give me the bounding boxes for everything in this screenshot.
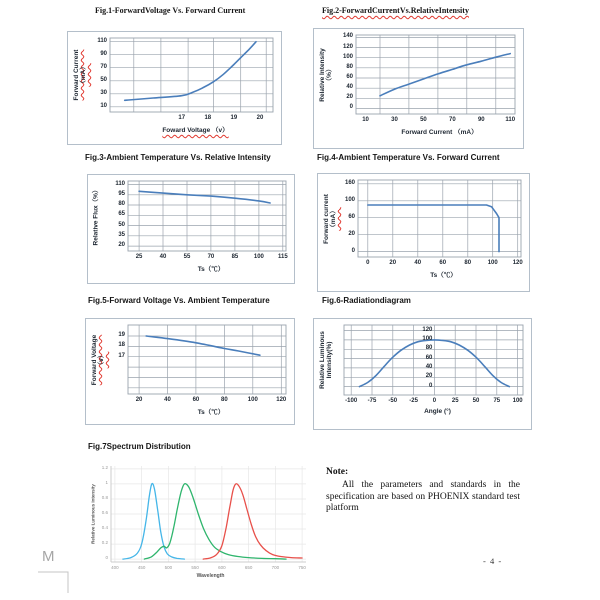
fig5-chart <box>85 318 295 425</box>
fig6-x-tick-25: 25 <box>451 398 459 404</box>
fig6-x-tick--75: -75 <box>367 398 377 404</box>
fig3-y-tick-95: 95 <box>118 190 125 197</box>
fig1-y-tick-30: 30 <box>100 89 107 96</box>
watermark-letter: M <box>42 548 55 565</box>
fig4-y-axis-title-line2: （mA） <box>330 206 337 231</box>
fig5-title: Fig.5-Forward Voltage Vs. Ambient Temperature <box>88 296 270 305</box>
fig5-x-tick-100: 100 <box>247 397 258 403</box>
green-spectrum-curve <box>144 484 286 559</box>
fig6-y-tick-20: 20 <box>425 373 433 380</box>
fig2-y-tick-140: 140 <box>342 33 353 40</box>
fig3-y-tick-50: 50 <box>118 221 125 228</box>
fig5-y-axis-title <box>91 334 105 384</box>
fig7-title: Fig.7Spectrum Distribution <box>88 442 191 451</box>
fig1-title: Fig.1-ForwardVoltage Vs. Forward Current <box>95 6 246 15</box>
fig7-y-tick-0_2: 0.2 <box>101 540 108 546</box>
fig3-x-tick-100: 100 <box>253 254 264 260</box>
fig6-x-tick-0: 0 <box>432 398 437 404</box>
relative-intensity-vs-current-curve <box>380 54 510 96</box>
fig2-y-tick-20: 20 <box>346 94 353 101</box>
fig4-y-tick-100: 100 <box>344 196 355 203</box>
fig7-y-tick-0_4: 0.4 <box>101 525 108 531</box>
fig5-plot-border <box>128 325 286 394</box>
note-label: Note: <box>326 467 349 477</box>
fig6-y-tick-100: 100 <box>422 335 433 342</box>
fig6-chart <box>313 318 532 430</box>
fig7-x-tick-700: 700 <box>271 565 280 570</box>
fig3-chart <box>87 174 295 284</box>
fig1-y-tick-110: 110 <box>97 37 107 44</box>
fig1-y-tick-70: 70 <box>100 63 107 70</box>
fig2-y-tick-60: 60 <box>346 73 353 80</box>
fig6-x-tick-100: 100 <box>512 398 523 404</box>
fig3-x-tick-70: 70 <box>207 254 215 260</box>
fig7-y-tick-1_2: 1.2 <box>101 464 108 470</box>
fig2-y-axis-title-line2: （%） <box>326 65 333 84</box>
fig4-y-tick-60: 60 <box>348 213 355 220</box>
fig6-x-tick--100: -100 <box>345 398 358 404</box>
fig2-x-tick-50: 50 <box>420 117 427 123</box>
fig4-x-tick-40: 40 <box>414 260 422 266</box>
fig6-plot-border <box>344 325 523 395</box>
fig5-x-tick-120: 120 <box>276 397 287 403</box>
fig4-y-axis-title <box>323 194 337 244</box>
fig6-x-tick--50: -50 <box>388 398 398 404</box>
fig1-x-tick-18: 18 <box>204 115 212 121</box>
fig3-y-tick-80: 80 <box>118 201 125 208</box>
fig1-y-axis-title-line1: Forward Current <box>73 49 80 101</box>
fig7-x-tick-450: 450 <box>137 565 146 570</box>
fig1-x-tick-17: 17 <box>178 115 186 121</box>
fig6-y-tick-0: 0 <box>429 382 433 389</box>
fig2-y-tick-80: 80 <box>346 63 353 70</box>
fig1-y-tick-10: 10 <box>100 102 107 109</box>
fig1-x-tick-19: 19 <box>230 115 238 121</box>
page-number: - 4 - <box>483 556 503 566</box>
fig4-x-tick-60: 60 <box>439 260 447 266</box>
fig4-x-tick-0: 0 <box>366 260 370 266</box>
fig2-y-tick-40: 40 <box>346 84 353 91</box>
fig5-x-axis-title: Ts（℃） <box>197 409 225 416</box>
fig4-y-axis-title-line1: Forward current <box>323 193 330 244</box>
fig2-x-tick-110: 110 <box>505 117 516 123</box>
fig3-title: Fig.3-Ambient Temperature Vs. Relative Intensity <box>85 153 271 162</box>
fig1-y-tick-50: 50 <box>100 76 107 83</box>
fig5-x-tick-40: 40 <box>164 397 171 403</box>
fig6-y-axis-title-line1: Relative Luminous <box>319 331 326 389</box>
fig5-x-tick-80: 80 <box>221 397 228 403</box>
fig1-chart <box>67 31 282 145</box>
fig1-y-tick-90: 90 <box>100 50 107 57</box>
fig7-x-tick-600: 600 <box>218 565 226 570</box>
fig6-y-tick-120: 120 <box>422 326 433 333</box>
fig3-x-tick-115: 115 <box>277 254 288 260</box>
note-body: All the parameters and standards in the specification are based on PHOENIX standard test platform <box>326 480 520 513</box>
fig5-y-tick-18: 18 <box>118 342 125 349</box>
forward-current-vs-voltage-curve <box>125 42 256 101</box>
fig6-y-axis-title <box>319 331 333 389</box>
fig1-x-axis-title: Foward Voltage （v） <box>162 127 229 134</box>
fig1-y-axis-title-line2: （mA） <box>80 63 87 87</box>
fig2-x-tick-70: 70 <box>449 117 456 123</box>
fig2-x-tick-30: 30 <box>391 117 398 123</box>
fig5-y-axis-title-line2: （v） <box>98 351 105 368</box>
fig1-x-tick-20: 20 <box>256 115 264 121</box>
fig2-y-axis-title <box>319 48 333 101</box>
fig4-title: Fig.4-Ambient Temperature Vs. Forward Current <box>317 153 500 162</box>
fig3-y-tick-65: 65 <box>118 211 125 218</box>
fig6-y-tick-60: 60 <box>425 354 433 361</box>
fig3-x-tick-85: 85 <box>231 254 239 260</box>
fig7-x-tick-750: 750 <box>298 565 306 570</box>
fig7-x-tick-500: 500 <box>164 565 173 570</box>
fig2-x-tick-90: 90 <box>477 117 485 123</box>
fig7-x-tick-650: 650 <box>244 565 253 570</box>
fig5-y-axis-title-line1: Forward Voltage <box>91 334 98 385</box>
fig6-x-tick--25: -25 <box>409 398 418 404</box>
fig5-y-tick-19: 19 <box>118 332 125 339</box>
fig4-y-tick-160: 160 <box>344 179 355 186</box>
fig3-y-tick-35: 35 <box>118 231 125 238</box>
fig6-y-axis-title-line2: Intensity(%) <box>326 341 333 379</box>
fig2-y-tick-120: 120 <box>342 43 353 50</box>
fig7-x-tick-550: 550 <box>191 565 199 570</box>
forward-voltage-vs-temperature-curve <box>146 336 260 355</box>
relative-flux-vs-temperature-curve <box>139 191 270 203</box>
fig5-x-tick-20: 20 <box>135 397 143 403</box>
fig3-x-tick-40: 40 <box>159 254 167 260</box>
fig3-x-tick-25: 25 <box>135 254 143 260</box>
fig2-y-axis-title-line1: Relative Intensity <box>319 47 326 102</box>
fig4-plot-border <box>358 180 521 257</box>
fig5-x-tick-60: 60 <box>192 397 200 403</box>
fig6-title: Fig.6-Radiationdiagram <box>322 296 411 305</box>
fig7-chart <box>85 458 310 586</box>
fig7-x-tick-400: 400 <box>111 565 119 570</box>
red-spectrum-curve <box>203 484 302 559</box>
fig3-y-tick-110: 110 <box>115 180 125 187</box>
fig6-y-tick-40: 40 <box>425 363 433 370</box>
fig7-y-tick-0_8: 0.8 <box>101 494 108 500</box>
fig4-x-tick-100: 100 <box>487 260 498 266</box>
fig7-x-axis-title: Wavelength <box>196 573 225 579</box>
fig4-chart <box>317 173 530 292</box>
fig2-title: Fig.2-ForwardCurrentVs.RelativeIntensity <box>322 6 469 15</box>
fig7-y-axis-title-line1: Relative Luminous Intensity <box>90 484 96 544</box>
fig6-x-axis-title: Angle (°) <box>424 408 451 415</box>
fig4-x-tick-80: 80 <box>464 260 472 266</box>
fig4-x-tick-20: 20 <box>389 260 397 266</box>
fig2-chart <box>313 28 524 149</box>
fig2-x-axis-title: Forward Current （mA） <box>401 129 478 136</box>
fig7-y-tick-0: 0 <box>105 555 108 561</box>
derating-curve-curve <box>368 205 499 252</box>
fig3-y-axis-title <box>93 187 100 246</box>
fig7-y-tick-1: 1 <box>105 479 108 485</box>
fig3-x-axis-title: Ts（℃） <box>197 266 225 273</box>
fig1-y-axis-title <box>73 50 87 101</box>
fig2-x-tick-10: 10 <box>362 117 369 123</box>
fig4-y-tick-20: 20 <box>348 230 355 237</box>
fig2-y-tick-100: 100 <box>342 53 353 60</box>
fig3-y-axis-title-line1: Relative Flux（%） <box>92 186 100 246</box>
fig4-y-tick-0: 0 <box>351 247 355 254</box>
fig6-x-tick-75: 75 <box>493 398 501 404</box>
fig4-x-tick-120: 120 <box>512 260 523 266</box>
fig6-x-tick-50: 50 <box>472 398 480 404</box>
fig5-y-tick-17: 17 <box>118 352 125 359</box>
fig2-y-tick-0: 0 <box>349 104 353 111</box>
fig3-x-tick-55: 55 <box>183 254 191 260</box>
fig6-y-tick-80: 80 <box>425 345 433 352</box>
fig3-y-tick-20: 20 <box>118 242 125 249</box>
fig4-x-axis-title: Ts（℃） <box>430 272 457 279</box>
fig7-y-tick-0_6: 0.6 <box>101 510 108 515</box>
fig7-y-axis-title <box>91 484 96 544</box>
